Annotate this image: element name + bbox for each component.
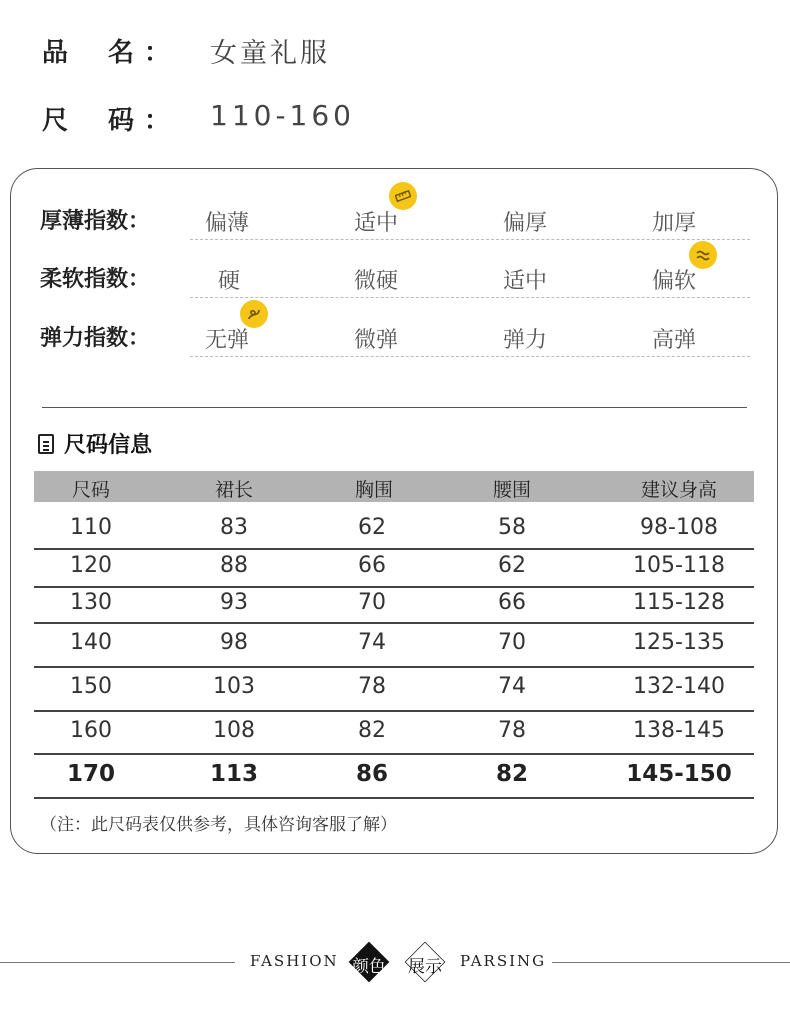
footer-badge-label: 展示 (408, 957, 442, 977)
document-icon (38, 434, 54, 454)
footer-line-right (552, 962, 790, 963)
colon: ： (144, 106, 171, 136)
wave-icon (689, 241, 717, 269)
column-header: 裙长 (214, 479, 254, 501)
table-cell: 103 (213, 674, 255, 699)
table-cell: 62 (498, 553, 526, 578)
table-cell: 78 (358, 674, 386, 699)
index-option: 无弹 (205, 328, 250, 353)
table-cell: 58 (498, 515, 526, 540)
size-table-header (34, 471, 754, 502)
index-option: 偏薄 (205, 211, 250, 236)
product-name-value: 女童礼服 (210, 38, 330, 69)
table-row (34, 510, 754, 550)
elasticity-index-row (40, 317, 750, 357)
table-cell: 140 (70, 630, 112, 655)
table-cell: 66 (358, 553, 386, 578)
table-cell: 130 (70, 590, 112, 615)
table-cell: 86 (355, 761, 389, 787)
size-note: （注：此尺码表仅供参考，具体咨询客服了解） (40, 815, 397, 835)
table-cell: 138-145 (633, 718, 725, 743)
size-info-heading: 尺码信息 (64, 433, 153, 458)
table-cell: 108 (213, 718, 255, 743)
dashed-divider (190, 297, 750, 298)
table-cell: 62 (358, 515, 386, 540)
spring-icon (240, 300, 268, 328)
section-divider (42, 407, 747, 408)
table-cell: 93 (220, 590, 248, 615)
table-cell: 82 (358, 718, 386, 743)
softness-index-label: 柔软指数： (40, 267, 151, 292)
column-header: 建议身高 (640, 479, 718, 501)
table-row (34, 666, 754, 712)
footer-line-left (0, 962, 235, 963)
size-range-label: 尺 码 (42, 106, 137, 136)
table-cell: 98 (220, 630, 248, 655)
table-row (34, 548, 754, 588)
index-option: 偏软 (652, 269, 697, 294)
column-header: 尺码 (71, 479, 111, 501)
table-cell: 160 (70, 718, 112, 743)
table-cell: 110 (70, 515, 112, 540)
index-option: 高弹 (652, 328, 697, 353)
table-cell: 78 (498, 718, 526, 743)
footer-right-text: PARSING (460, 952, 547, 970)
size-info-title (38, 428, 152, 459)
product-name-label: 品 名 (42, 38, 137, 68)
index-option: 偏厚 (503, 211, 548, 236)
table-cell: 150 (70, 674, 112, 699)
table-cell: 66 (498, 590, 526, 615)
footer-banner (0, 940, 790, 985)
table-cell: 88 (220, 553, 248, 578)
table-cell: 132-140 (633, 674, 725, 699)
table-cell: 115-128 (633, 590, 725, 615)
table-cell: 113 (209, 761, 259, 787)
table-cell: 70 (498, 630, 526, 655)
elasticity-index-label: 弹力指数： (40, 326, 151, 351)
table-row (34, 586, 754, 624)
thickness-index-label: 厚薄指数： (40, 209, 151, 234)
table-cell: 145-150 (626, 761, 732, 787)
table-cell: 105-118 (633, 553, 725, 578)
size-range-row (42, 100, 170, 137)
table-cell: 74 (498, 674, 526, 699)
dashed-divider (190, 239, 750, 240)
index-option: 微弹 (354, 328, 399, 353)
index-option: 微硬 (354, 269, 399, 294)
dashed-divider (190, 356, 750, 357)
index-option: 适中 (354, 211, 399, 236)
table-cell: 120 (70, 553, 112, 578)
footer-badge-color (349, 942, 389, 982)
table-cell: 125-135 (633, 630, 725, 655)
softness-index-row (40, 258, 750, 298)
size-range-value: 110-160 (210, 99, 355, 132)
table-row (34, 622, 754, 668)
table-cell: 98-108 (640, 515, 718, 540)
index-option: 适中 (503, 269, 548, 294)
footer-left-text: FASHION (250, 952, 339, 970)
ruler-icon (389, 182, 417, 210)
product-name-row (42, 32, 170, 69)
table-cell: 74 (358, 630, 386, 655)
table-row (34, 753, 754, 799)
footer-badge-display (405, 942, 445, 982)
footer-badge-label: 颜色 (352, 957, 386, 977)
table-cell: 82 (495, 761, 529, 787)
colon: ： (144, 38, 171, 68)
index-option: 硬 (218, 269, 241, 294)
index-option: 加厚 (652, 211, 697, 236)
index-option: 弹力 (503, 328, 548, 353)
column-header: 腰围 (492, 479, 532, 501)
table-row (34, 710, 754, 755)
table-cell: 83 (220, 515, 248, 540)
table-cell: 170 (66, 761, 116, 787)
column-header: 胸围 (354, 479, 394, 501)
table-cell: 70 (358, 590, 386, 615)
